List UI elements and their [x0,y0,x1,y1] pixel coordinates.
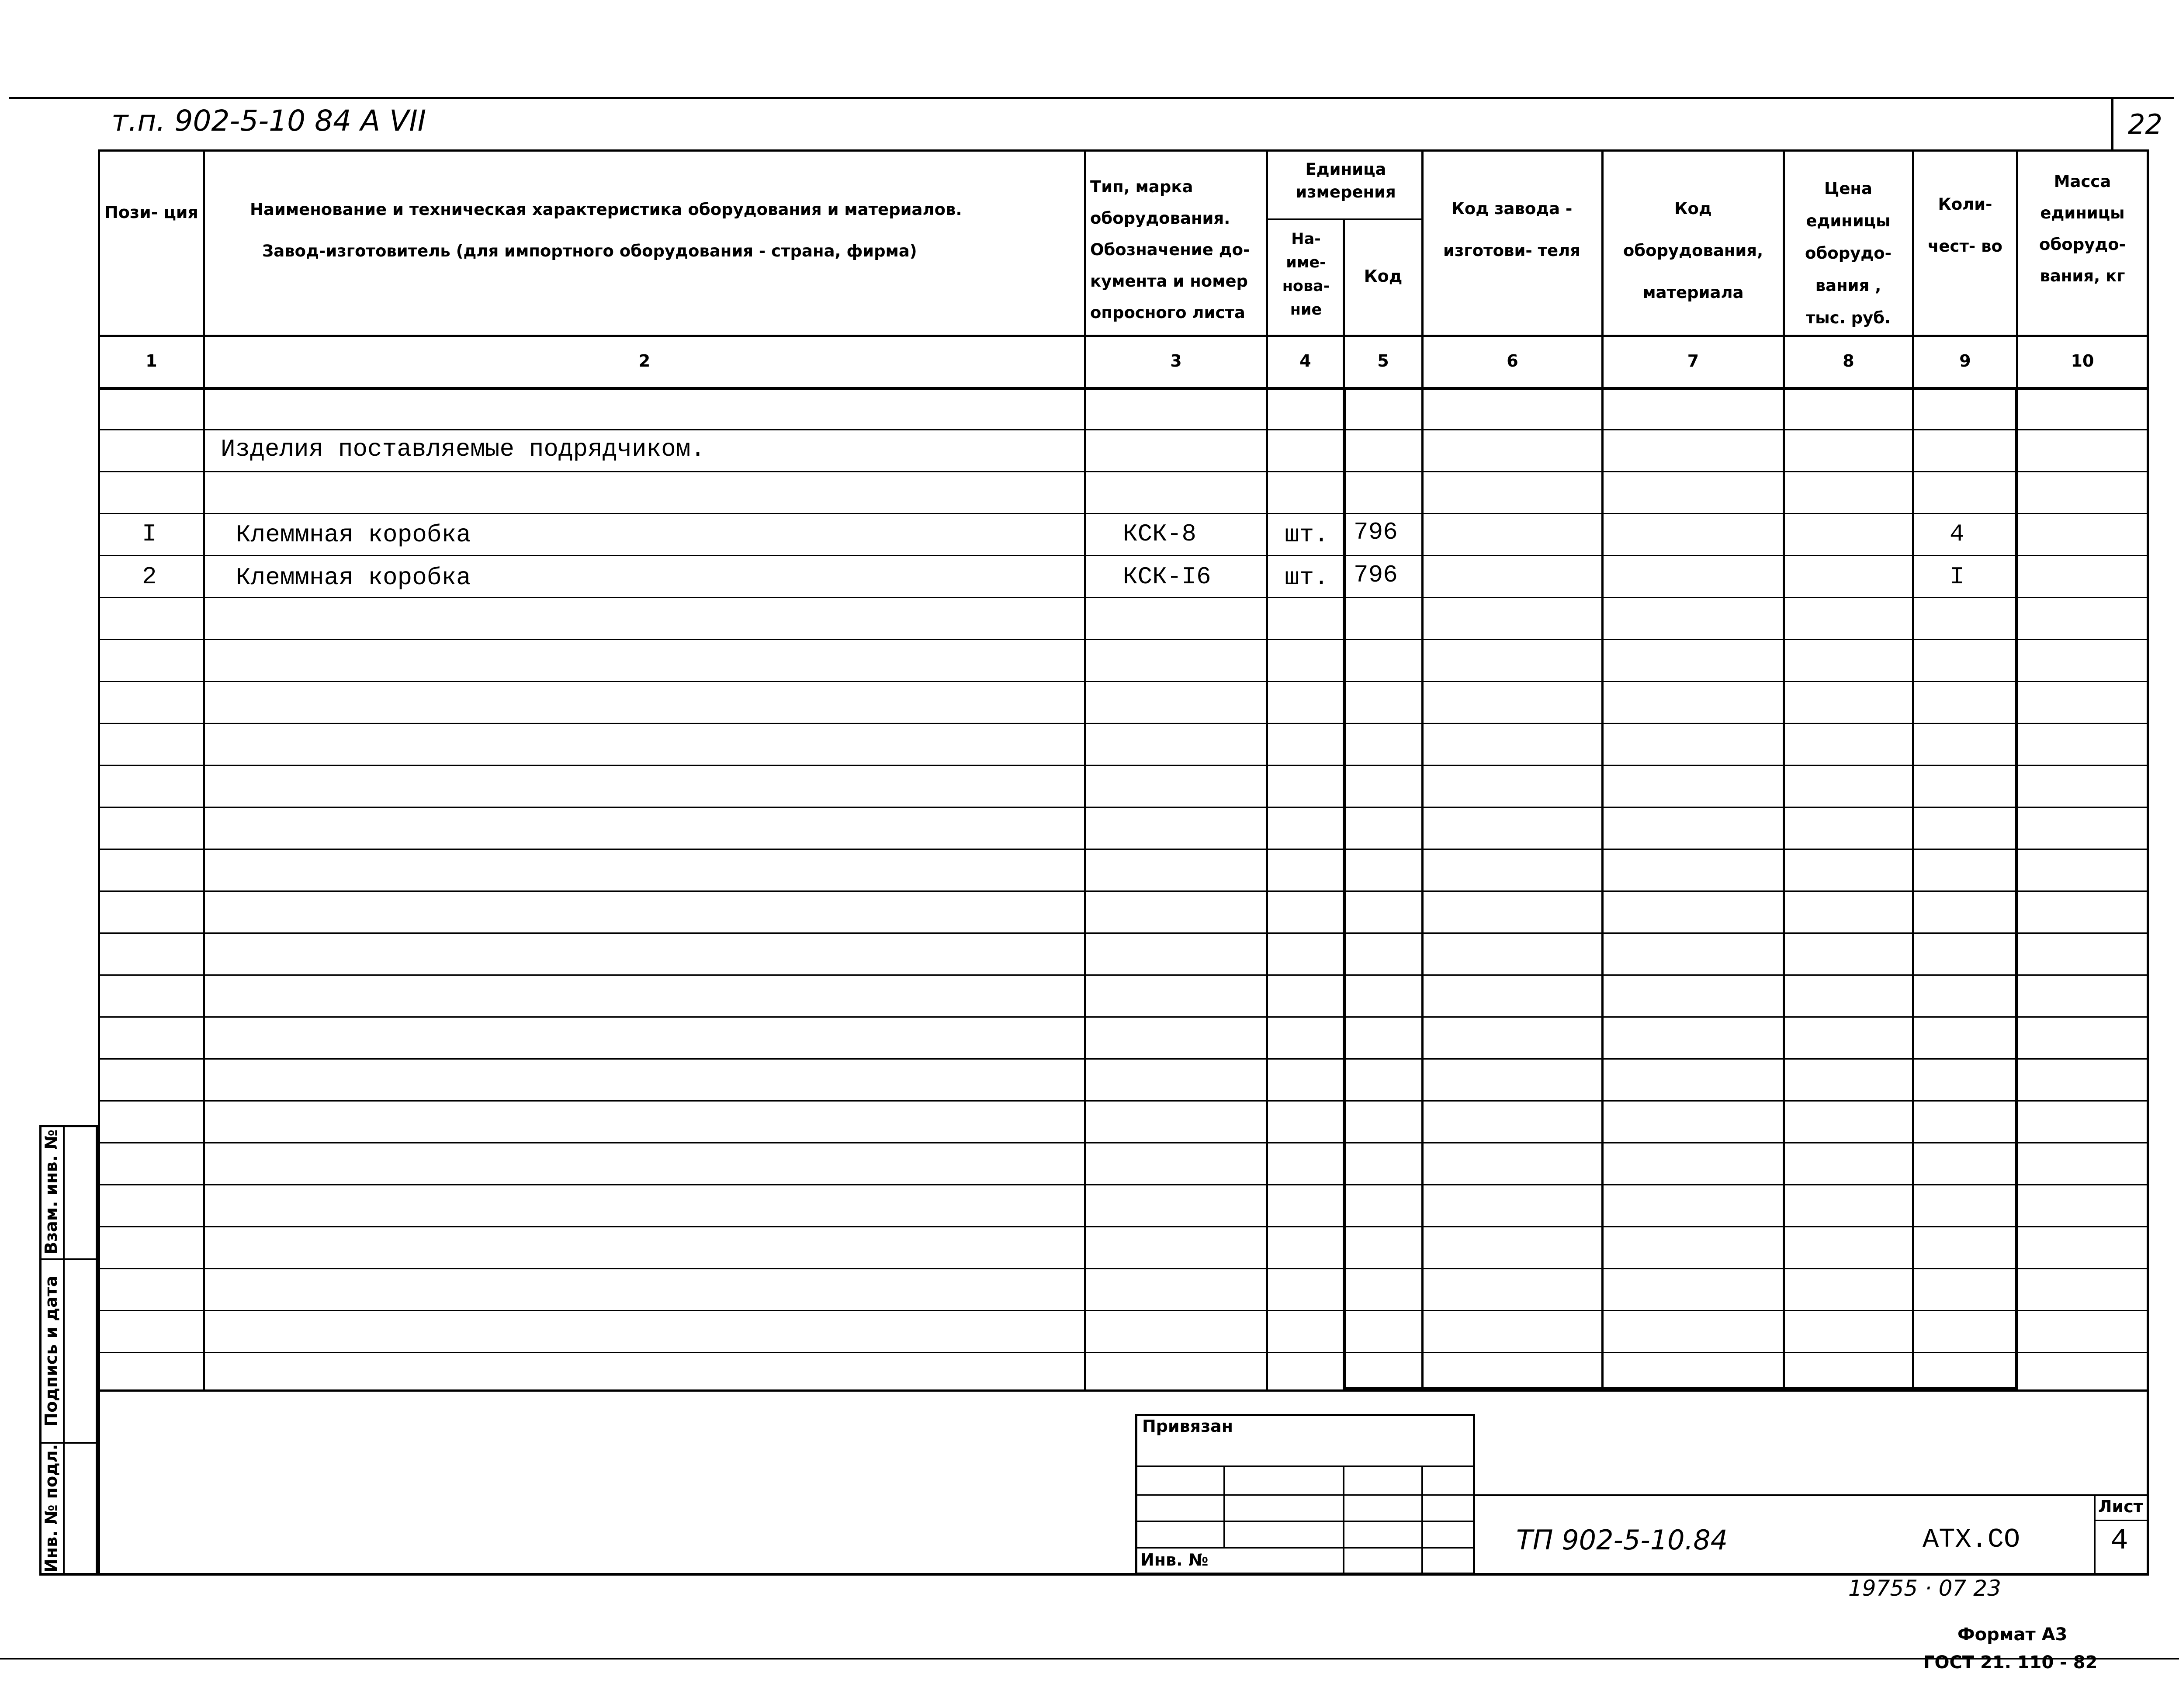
side-stamp-divider [63,1125,65,1575]
sheet-cell-line [2094,1520,2149,1521]
colnum-3: 3 [1170,351,1182,371]
doc-code [1516,1524,1728,1556]
privyazan-line-2 [1135,1494,1475,1496]
row1-type: КСК-8 [1123,520,1197,548]
sheet-box-divider [2111,97,2113,149]
row1-code: 796 [1354,518,1398,546]
row1-position: I [142,520,157,548]
privyazan-line-1 [1135,1465,1475,1467]
header-bottom-line [98,335,2148,337]
row2-name: Клеммная коробка [236,564,471,592]
doc-code-text: ТП 902-5-10.84 [1516,1524,1728,1556]
table-top-line [98,149,2148,152]
section-title: Изделия поставляемые подрядчиком. [221,435,705,463]
header-mass: Масса единицы оборудо- вания, кг [2039,172,2126,285]
row1-qty: 4 [1950,520,1964,548]
top-border-line [9,97,2174,99]
bottom-border-line [0,1658,2179,1659]
header-name-line2: Завод-изготовитель (для импортного оборудования - страна, фирма) [262,242,917,260]
privyazan-col-1 [1223,1465,1225,1549]
sheet-label: Лист [2098,1497,2143,1516]
header-price: Цена единицы оборудо- вания , тыс. руб. [1805,179,1891,327]
privyazan-col-2 [1343,1465,1344,1575]
bold-frame-cols-5-9 [1343,387,2018,1390]
colnum-7: 7 [1687,351,1699,371]
header-factory-code: Код завода - изготови- теля [1443,199,1580,260]
sheet-cell-divider [2094,1494,2096,1575]
colnum-4: 4 [1299,351,1311,371]
format-label: Формат А3 [1957,1625,2068,1645]
side-stamp-podpis: Подпись и дата [42,1275,61,1427]
row1-unit: шт. [1285,521,1329,549]
row2-unit: шт. [1285,564,1329,592]
colnum-5: 5 [1377,351,1389,371]
colnum-10: 10 [2071,351,2094,371]
header-name-line1: Наименование и техническая характеристика оборудования и материалов. [250,200,962,219]
privyazan-line-3 [1135,1521,1475,1522]
header-type: Тип, марка оборудования. Обозначение до- кумента и номер опросного листа [1090,177,1250,322]
privyazan-label: Привязан [1142,1417,1233,1436]
header-unit-name: На- име- нова- ние [1282,230,1330,319]
row1-name: Клеммная коробка [236,521,471,549]
top-document-code: т.п. 902-5-10 84 А VII [111,104,426,138]
side-stamp-vzam: Взам. инв. № [42,1129,61,1254]
header-equipment-code: Код оборудования, материала [1623,199,1763,302]
colnum-2: 2 [638,351,651,371]
col-divider-3 [1266,149,1268,1390]
colnum-9: 9 [1959,351,1971,371]
row2-code: 796 [1354,561,1398,589]
header-name [218,192,1075,275]
col-divider-2 [1084,149,1086,1390]
gost-standard: ГОСТ 21. 110 - 82 [1923,1653,2098,1673]
sheet-value: 4 [2110,1524,2128,1558]
row2-type: КСК-I6 [1123,563,1211,591]
privyazan-line-4 [1135,1547,1475,1549]
privyazan-col-3 [1421,1465,1423,1575]
row2-qty: I [1950,563,1964,591]
doc-mark: АТХ.СО [1923,1524,2020,1555]
header-quantity: Коли- чест- во [1928,195,2002,256]
inv-no-label: Инв. № [1140,1550,1209,1569]
row2-position: 2 [142,563,157,591]
colnum-6: 6 [1507,351,1518,371]
colnum-1: 1 [145,351,157,371]
header-unit-group: Единица измерения [1296,160,1396,201]
header-position: Пози- ция [104,203,198,222]
sheet-number: 22 [2128,108,2162,140]
table-right-line [2147,149,2149,1575]
colnum-8: 8 [1843,351,1854,371]
archive-number: 19755 · 07 23 [1848,1576,2001,1601]
side-stamp-inv: Инв. № подл. [42,1444,61,1573]
header-unit-code: Код [1364,267,1403,286]
designation-top-line [1475,1494,2149,1496]
col-divider-1 [203,149,205,1390]
frame-bottom-line [39,1573,2149,1576]
